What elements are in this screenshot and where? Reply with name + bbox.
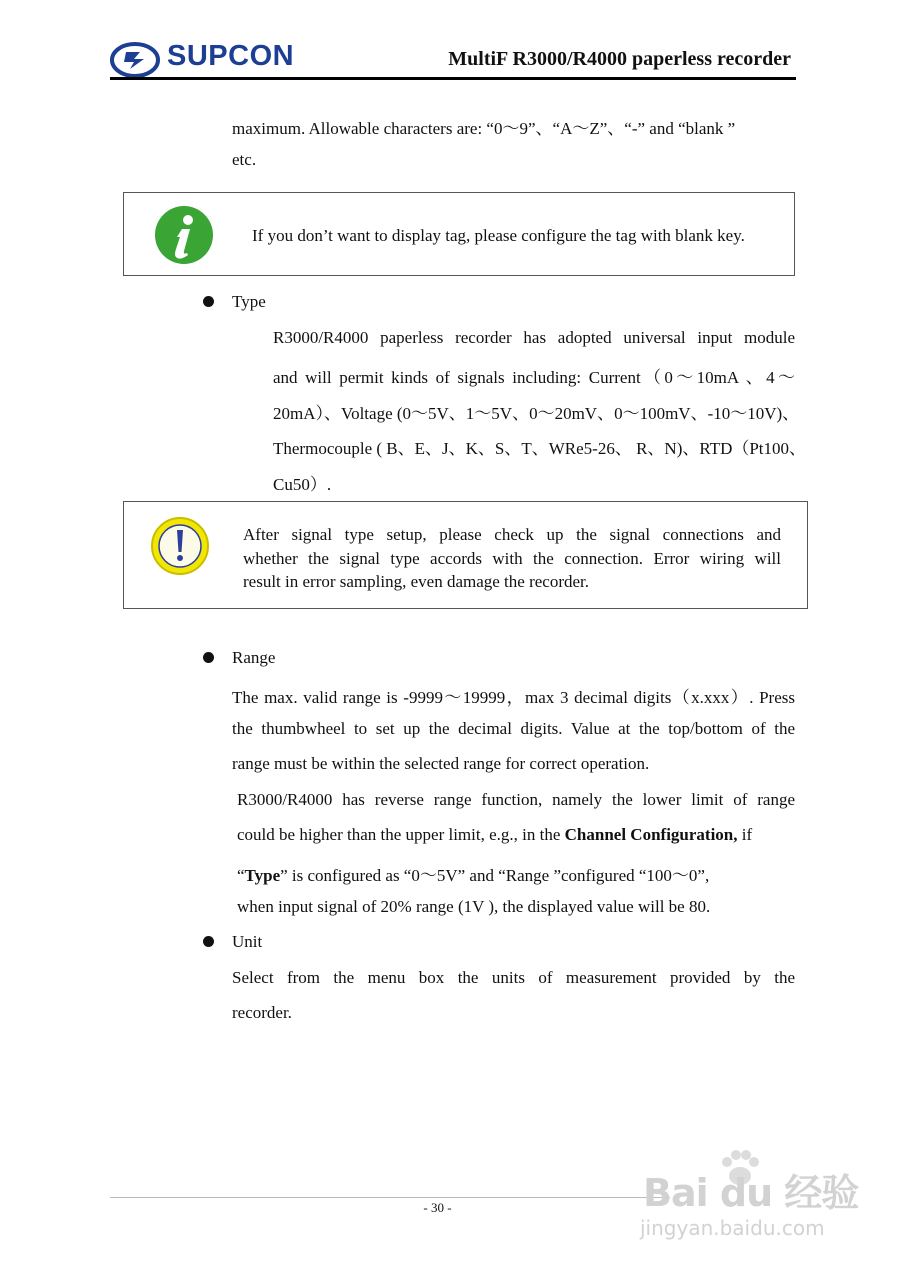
unit-heading: Unit — [232, 932, 263, 951]
info-icon — [154, 205, 214, 265]
channel-configuration-emphasis: Channel Configuration, — [564, 825, 738, 844]
unit-line: recorder. — [232, 1003, 292, 1022]
intro-line-1: maximum. Allowable characters are: “0～9”、“A～Z”、“-” and “blank ” — [232, 119, 736, 138]
type-line: Thermocouple ( B、E、J、K、S、T、WRe5-26、 R、N)、RTD（Pt100、 — [273, 439, 807, 458]
range-heading: Range — [232, 648, 276, 667]
range-line: the thumbwheel to set up the decimal digits. Value at the top/bottom of the — [232, 719, 795, 738]
range-line: range must be within the selected range for correct operation. — [232, 754, 650, 773]
document-title: MultiF R3000/R4000 paperless recorder — [448, 48, 791, 70]
watermark-logo: Bai du 经验 — [643, 1171, 859, 1215]
reverse-range-text: if — [737, 825, 753, 844]
footer-divider — [110, 1197, 670, 1198]
reverse-range-line — [237, 861, 709, 886]
reverse-range-line: R3000/R4000 has reverse range function, namely the lower limit of range — [237, 790, 795, 809]
reverse-range-text: ” is configured as “0～5V” and “Range ”configured “100～0”, — [280, 866, 710, 885]
unit-line: Select from the menu box the units of measurement provided by the — [232, 968, 795, 987]
quote-mark: “ — [237, 866, 245, 885]
type-line: 20mA）、Voltage (0～5V、1～5V、0～20mV、0～100mV、-10～10V)、 — [273, 404, 800, 423]
warning-note-line: whether the signal type accords with the connection. Error wiring will — [243, 549, 781, 568]
bullet-dot — [203, 296, 214, 307]
reverse-range-line: when input signal of 20% range (1V ), the displayed value will be 80. — [237, 897, 711, 916]
type-emphasis: Type — [244, 866, 281, 885]
reverse-range-line — [237, 825, 795, 845]
info-note-text: If you don’t want to display tag, please configure the tag with blank key. — [252, 226, 745, 245]
reverse-range-text: could be higher than the upper limit, e.g., in the — [237, 825, 565, 844]
range-line: The max. valid range is -9999～19999，max 3 decimal digits（x.xxx）. Press — [232, 688, 795, 707]
bullet-dot — [203, 936, 214, 947]
type-line: R3000/R4000 paperless recorder has adopted universal input module — [273, 328, 795, 347]
warning-note-line: After signal type setup, please check up the signal connections and — [243, 525, 781, 544]
header-divider — [110, 77, 796, 80]
supcon-logo-icon — [110, 42, 160, 78]
type-heading: Type — [232, 292, 266, 311]
type-line: and will permit kinds of signals including: Current（0～10mA 、4～ — [273, 368, 795, 387]
brand-logo-text: SUPCON — [167, 40, 295, 72]
warning-note-line: result in error sampling, even damage the recorder. — [243, 572, 590, 591]
intro-line-2: etc. — [232, 150, 257, 169]
bullet-dot — [203, 652, 214, 663]
exclamation-icon — [150, 516, 210, 576]
watermark-url: jingyan.baidu.com — [640, 1216, 825, 1240]
page-number: - 30 - — [423, 1200, 452, 1215]
type-line: Cu50）. — [273, 475, 332, 494]
